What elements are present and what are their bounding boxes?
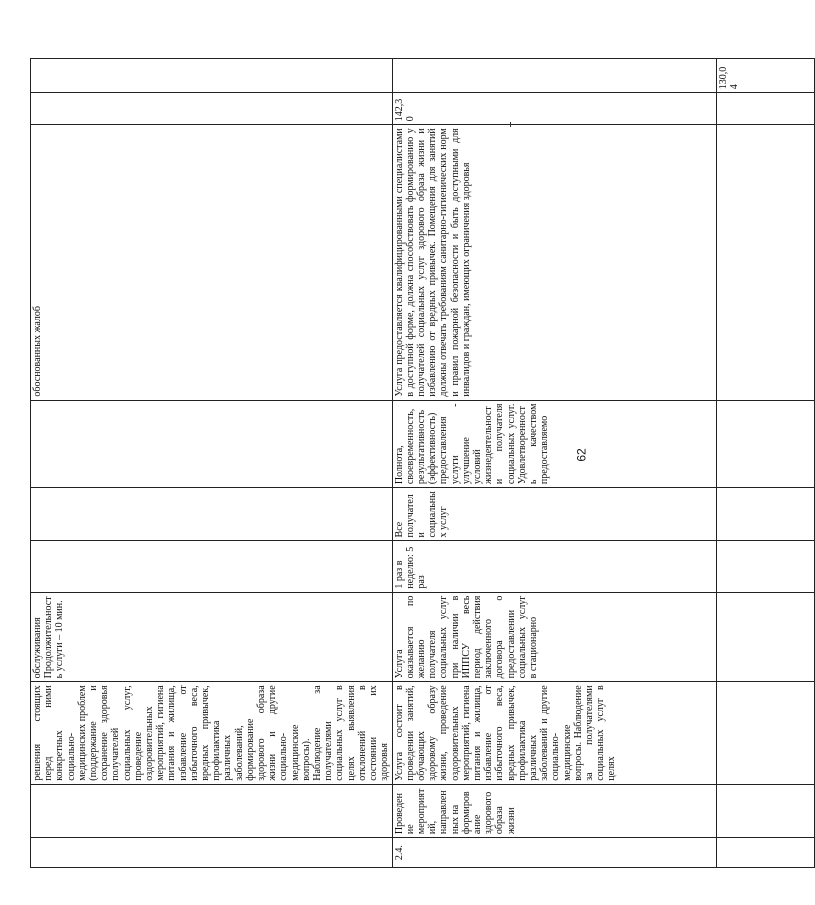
tariff-1: 142,30 <box>393 98 416 122</box>
rotated-page <box>30 58 740 868</box>
tariff-row <box>716 59 814 868</box>
service-standard: Услуга предоставляется квалифицированными специалистами в доступной форме, должна способствовать формированию у получателей социальных услуг здорового образа жизни и избавлению от вредных привычек. Помещения для занятий должны отвечать требованиям санитарно-гигиенических норм и правил пожарной безопасности и быть доступными для инвалидов и граждан, имеющих ограничения здоровья <box>392 125 716 400</box>
service-tariff-cell <box>392 93 716 125</box>
continuation-service-cell: решения стоящих перед ними конкретных социально-медицинских проблем (поддержание и сохранение здоровья получателей социальных услуг, проведение оздоровительных мероприятий, гигиена питания и жилища, избавление от избыточного веса, вредных привычек, профилактика различных заболеваний, формирование здорового образа жизни и другие социально-медицинские вопросы). Наблюдение за получателями социальных услуг в целях выявления отклонений в состоянии их здоровья <box>31 682 393 784</box>
page-number: 62 <box>574 448 589 462</box>
service-indicators: Полнота, своевременность, результативность (эффективность) предоставления услуги - улучшение условий жизнедеятельности получателя социальных услуг. Удовлетворенность качеством предоставляемо <box>392 400 716 488</box>
tariff-2-empty <box>392 59 716 93</box>
service-name: Проведение мероприятий, направленных на формирование здорового образа жизни <box>392 784 716 837</box>
continuation-conditions-cell <box>31 592 393 682</box>
service-recipients: Все получатели социальных услуг <box>392 488 716 541</box>
service-description: Услуга состоит в проведении занятий, обучающих здоровому образу жизни, проведение оздоровительных мероприятий, гигиена питания и жилища, избавление от избыточного веса, вредных привычек, профилактика различных заболеваний и другие социально-медицинские вопросы. Наблюдение за получателями социальных услуг в целях <box>392 682 716 784</box>
tariff-2: 130,04 <box>717 66 740 90</box>
service-row-2-4 <box>392 59 716 868</box>
continuation-conditions: обслуживания <box>32 617 43 679</box>
tick-mark <box>510 122 511 127</box>
row-number: 2.4. <box>392 838 716 868</box>
continuation-row <box>31 59 393 868</box>
tariff-2-cell <box>716 59 814 93</box>
service-conditions: Услуга оказывается по желанию получателя социальных услуг при наличии в ИППСУ весь период действия заключенного договора о предоставлении социальных услуг в стационарно <box>392 592 716 682</box>
continuation-indicators-cell: обоснованных жалоб <box>31 125 393 400</box>
service-frequency: 1 раз в неделю: 5 раз <box>392 541 716 592</box>
continuation-duration: Продолжительность услуги – 10 мин. <box>43 596 66 679</box>
services-table <box>30 58 815 868</box>
